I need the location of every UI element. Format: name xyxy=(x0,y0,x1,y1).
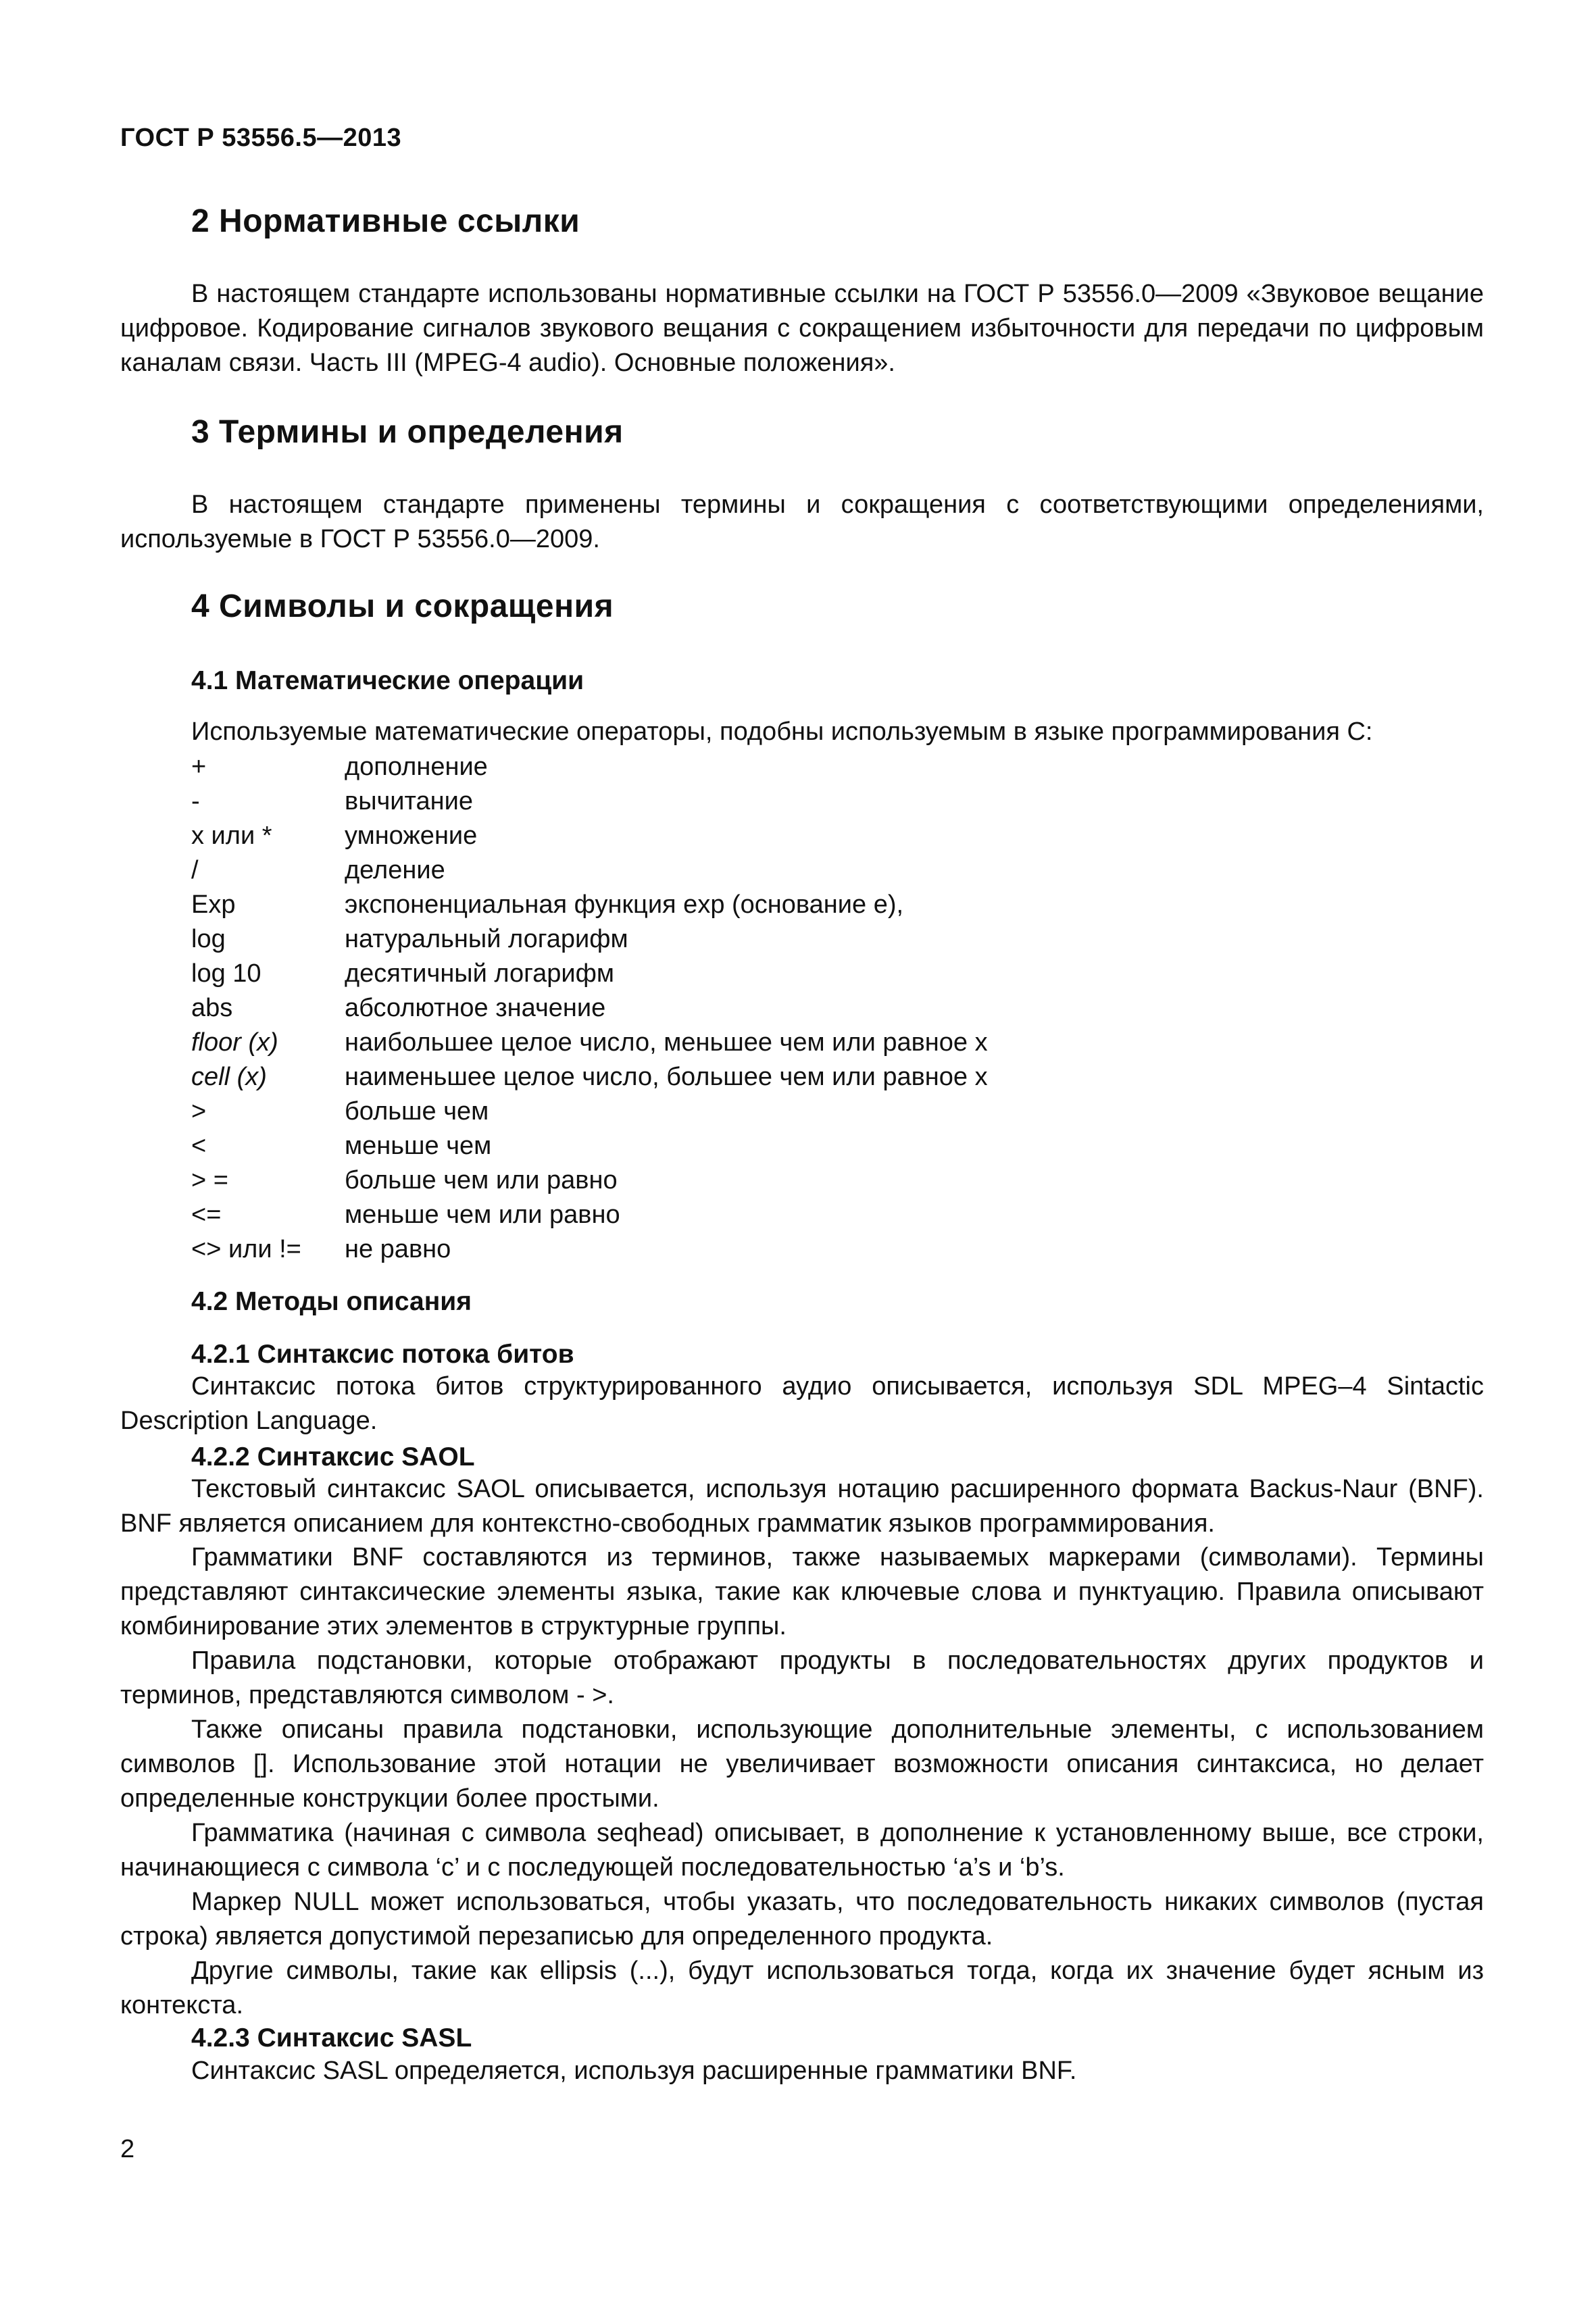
operator-row xyxy=(191,1095,988,1129)
operator-symbol: log xyxy=(191,925,226,953)
operators-list xyxy=(191,750,988,1267)
operator-description: не равно xyxy=(345,1235,451,1263)
operator-description: наибольшее целое число, меньшее чем или равное x xyxy=(345,1028,988,1057)
operator-symbol: / xyxy=(191,856,199,884)
operator-symbol: <= xyxy=(191,1201,222,1229)
operator-symbol: Exp xyxy=(191,890,236,919)
operator-symbol: > = xyxy=(191,1166,228,1194)
section-4-heading: 4 Символы и сокращения xyxy=(191,588,614,624)
operators-intro: Используемые математические операторы, подобны используемым в языке программирования C: xyxy=(191,718,1373,746)
section-2-paragraph: В настоящем стандарте использованы нормативные ссылки на ГОСТ Р 53556.0—2009 «Звуковое вещание цифровое. Кодирование сигналов звукового вещания с сокращением избыточности для передачи по цифровым каналам связи. Часть III (MPEG-4 audio). Основные положения». xyxy=(120,280,1484,377)
operator-symbol: <> или != xyxy=(191,1235,301,1263)
operator-description: вычитание xyxy=(345,787,473,815)
operator-description: больше чем или равно xyxy=(345,1166,618,1194)
operator-description: наименьшее целое число, большее чем или равное x xyxy=(345,1063,988,1091)
section-4-2-3-paragraph: Синтаксис SASL определяется, используя расширенные грамматики BNF. xyxy=(191,2057,1077,2085)
operator-row xyxy=(191,1163,988,1198)
operator-row xyxy=(191,819,988,853)
section-4-2-2-paragraph-4: Также описаны правила подстановки, использующие дополнительные элементы, с использованием символов []. Использование этой нотации не увеличивает возможности описания синтаксиса, но делает определенные конструкции более простыми. xyxy=(120,1715,1484,1813)
operator-symbol: + xyxy=(191,753,207,781)
operator-row xyxy=(191,750,988,784)
operator-description: десятичный логарифм xyxy=(345,959,615,988)
section-4-2-1-heading: 4.2.1 Синтаксис потока битов xyxy=(191,1340,574,1369)
section-2-heading: 2 Нормативные ссылки xyxy=(191,203,580,239)
operator-description: меньше чем или равно xyxy=(345,1201,620,1229)
page-number: 2 xyxy=(120,2135,135,2163)
section-4-2-2-paragraph-6: Маркер NULL может использоваться, чтобы указать, что последовательность никаких символов (пустая строка) является допустимой перезаписью для определенного продукта. xyxy=(120,1888,1484,1951)
document-header: ГОСТ Р 53556.5—2013 xyxy=(120,124,402,152)
operator-row xyxy=(191,1026,988,1060)
operator-description: умножение xyxy=(345,822,478,850)
section-4-2-2-paragraph-2: Грамматики BNF составляются из терминов, также называемых маркерами (символами). Термины представляют синтаксические элементы языка, такие как ключевые слова и пунктуацию. Правила описывают комбинирование этих элементов в структурные группы. xyxy=(120,1543,1484,1640)
section-4-2-2-paragraph-5: Грамматика (начиная с символа seqhead) описывает, в дополнение к установленному выше, все строки, начинающиеся с символа ‘c’ и с последующей последовательностью ‘a’s и ‘b’s. xyxy=(120,1819,1484,1882)
section-4-1-heading: 4.1 Математические операции xyxy=(191,666,584,695)
operator-description: экспоненциальная функция exp (основание e), xyxy=(345,890,904,919)
section-4-2-2-heading: 4.2.2 Синтаксис SAOL xyxy=(191,1442,475,1472)
section-4-2-3-heading: 4.2.3 Синтаксис SASL xyxy=(191,2023,472,2053)
section-4-2-2-paragraph-3: Правила подстановки, которые отображают продукты в последовательностях других продуктов и терминов, представляются символом - >. xyxy=(120,1646,1484,1709)
operator-row xyxy=(191,957,988,991)
operator-description: меньше чем xyxy=(345,1132,492,1160)
section-3-heading: 3 Термины и определения xyxy=(191,414,624,450)
operator-row xyxy=(191,853,988,888)
operator-symbol: < xyxy=(191,1132,207,1160)
section-4-2-1-paragraph: Синтаксис потока битов структурированного аудио описывается, используя SDL MPEG–4 Sintactic Description Language. xyxy=(120,1372,1484,1435)
operator-description: натуральный логарифм xyxy=(345,925,628,953)
operator-description: абсолютное значение xyxy=(345,994,606,1022)
operator-symbol: log 10 xyxy=(191,959,261,988)
section-4-2-2-paragraph-7: Другие символы, такие как ellipsis (...), будут использоваться тогда, когда их значение будет ясным из контекста. xyxy=(120,1957,1484,2019)
operator-symbol: floor (x) xyxy=(191,1028,278,1057)
operator-symbol: - xyxy=(191,787,200,815)
operator-row xyxy=(191,991,988,1026)
operator-description: деление xyxy=(345,856,445,884)
operator-row xyxy=(191,1060,988,1095)
operator-symbol: x или * xyxy=(191,822,272,850)
operator-symbol: cell (x) xyxy=(191,1063,267,1091)
operator-row xyxy=(191,1198,988,1232)
operator-row xyxy=(191,1232,988,1267)
operator-description: больше чем xyxy=(345,1097,489,1126)
section-3-paragraph: В настоящем стандарте применены термины и сокращения с соответствующими определениями, используемые в ГОСТ Р 53556.0—2009. xyxy=(120,491,1484,553)
section-4-2-heading: 4.2 Методы описания xyxy=(191,1287,472,1316)
operator-description: дополнение xyxy=(345,753,488,781)
operator-row xyxy=(191,1129,988,1163)
section-4-2-2-paragraph-1: Текстовый синтаксис SAOL описывается, используя нотацию расширенного формата Backus-Naur (BNF). BNF является описанием для контекстно-свободных грамматик языков программирования. xyxy=(120,1475,1484,1538)
operator-row xyxy=(191,784,988,819)
operator-symbol: abs xyxy=(191,994,233,1022)
operator-symbol: > xyxy=(191,1097,207,1126)
operator-row xyxy=(191,888,988,922)
operator-row xyxy=(191,922,988,957)
